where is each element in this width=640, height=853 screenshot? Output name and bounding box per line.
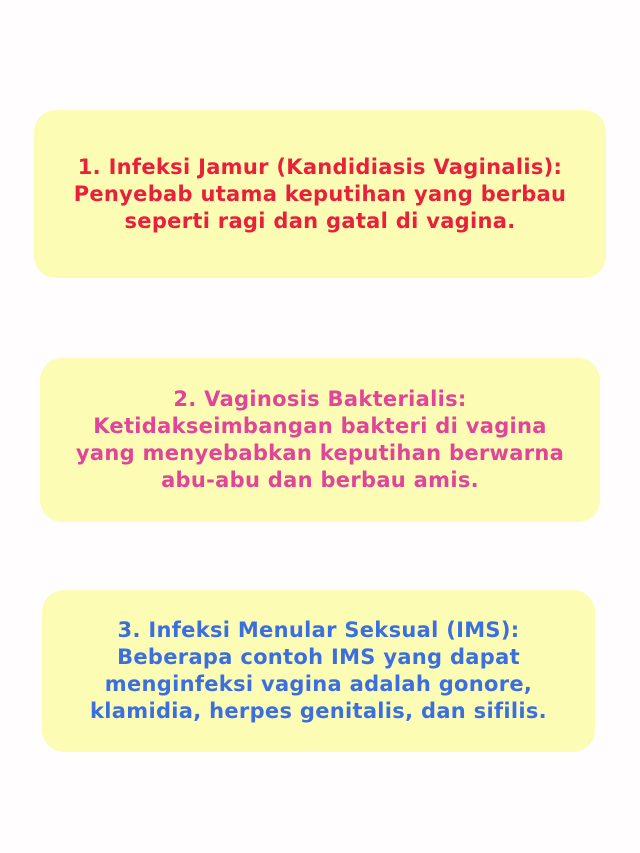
card-text-sti: 3. Infeksi Menular Seksual (IMS): Beberapa contoh IMS yang dapat menginfeksi vagina adalah gonore, klamidia, herpes genitalis, dan sifilis. (90, 618, 547, 723)
info-card-bacterial-vaginosis (40, 358, 600, 522)
info-card-candidiasis (34, 110, 606, 278)
info-card-sti (42, 590, 595, 752)
card-text-bacterial-vaginosis: 2. Vaginosis Bakterialis: Ketidakseimbangan bakteri di vagina yang menyebabkan keputihan berwarna abu-abu dan berbau amis. (75, 387, 565, 492)
card-text-candidiasis: 1. Infeksi Jamur (Kandidiasis Vaginalis): Penyebab utama keputihan yang berbau seperti ragi dan gatal di vagina. (73, 154, 567, 233)
